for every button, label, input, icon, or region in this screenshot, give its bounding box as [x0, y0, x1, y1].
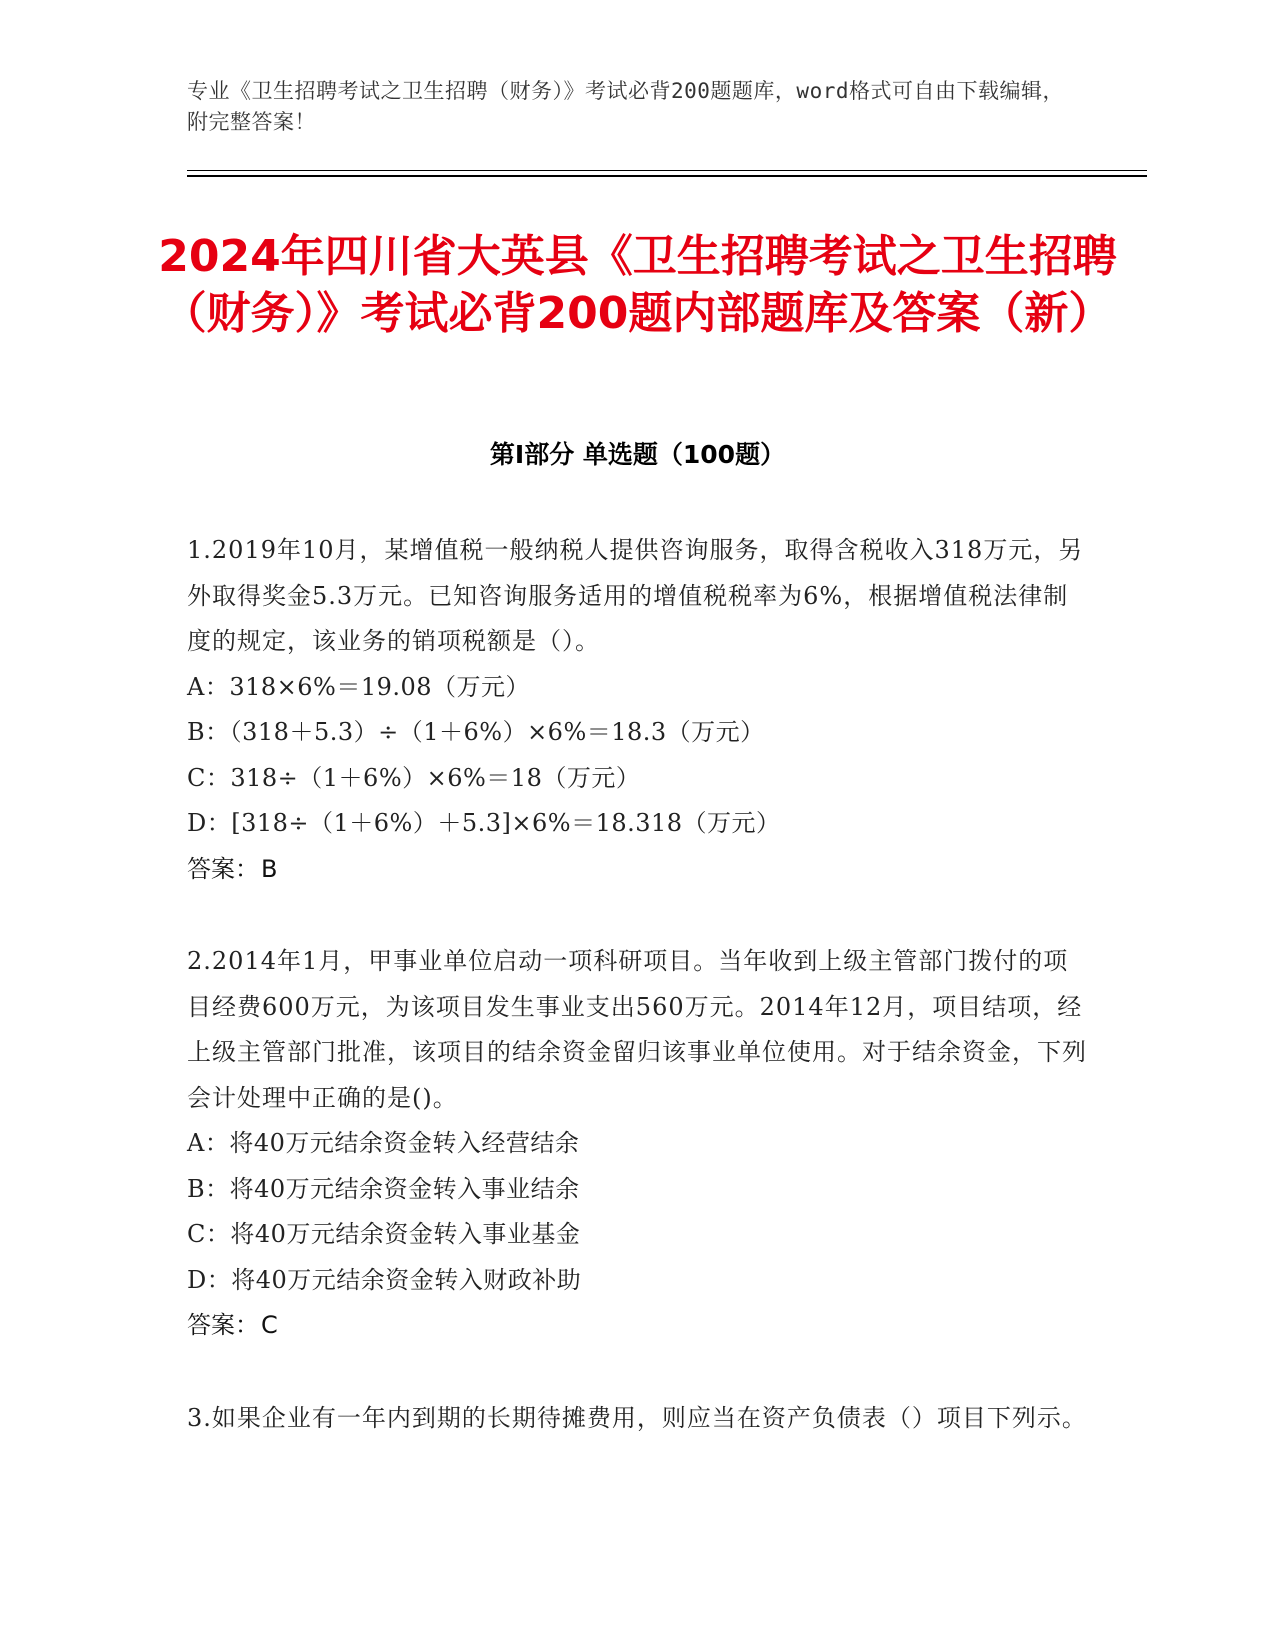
answer-label: 答案： [187, 1311, 259, 1339]
answer-label: 答案： [187, 854, 259, 883]
question-stem: 2.2014年1月，甲事业单位启动一项科研项目。当年收到上级主管部门拨付的项目经费600万元，为该项目发生事业支出560万元。2014年12月，项目结项，经上级主管部门批准，该项目的结余资金留归该事业单位使用。对于结余资金，下列会计处理中正确的是()。 [187, 947, 1087, 1112]
header-note: 专业《卫生招聘考试之卫生招聘（财务）》考试必背200题题库，word格式可自由下载编辑，附完整答案！ [187, 79, 1064, 134]
document-title: 2024年四川省大英县《卫生招聘考试之卫生招聘（财务）》考试必背200题内部题库及答案（新） [158, 231, 1117, 339]
option-a: A：318×6%＝19.08（万元） [187, 672, 531, 701]
option-b: B：（318＋5.3）÷（1＋6%）×6%＝18.3（万元） [187, 718, 765, 746]
answer-value: C [261, 1311, 278, 1339]
option-c: C：318÷（1＋6%）×6%＝18（万元） [187, 763, 641, 792]
question-stem: 1.2019年10月，某增值税一般纳税人提供咨询服务，取得含税收入318万元，另外取得奖金5.3万元。已知咨询服务适用的增值税税率为6%，根据增值税法律制度的规定，该业务的销项税额是（）。 [187, 536, 1084, 655]
option-b: B：将40万元结余资金转入事业结余 [187, 1174, 580, 1203]
option-a: A：将40万元结余资金转入经营结余 [187, 1129, 580, 1157]
option-c: C：将40万元结余资金转入事业基金 [187, 1220, 581, 1248]
answer-value: B [261, 854, 278, 883]
question-list [187, 528, 1087, 1488]
option-d: D：[318÷（1＋6%）＋5.3]×6%＝18.318（万元） [187, 809, 781, 837]
question-2 [187, 939, 1087, 1349]
answer-line [187, 847, 1087, 893]
question-3 [187, 1396, 1087, 1442]
header-rule-thin [187, 170, 1147, 171]
answer-line [187, 1303, 1087, 1349]
question-stem: 3.如果企业有一年内到期的长期待摊费用，则应当在资产负债表（）项目下列示。 [187, 1403, 1087, 1432]
option-d: D：将40万元结余资金转入财政补助 [187, 1265, 582, 1294]
question-1 [187, 528, 1087, 892]
header-rule-thick [187, 175, 1147, 177]
section-heading: 第I部分 单选题（100题） [489, 440, 786, 469]
